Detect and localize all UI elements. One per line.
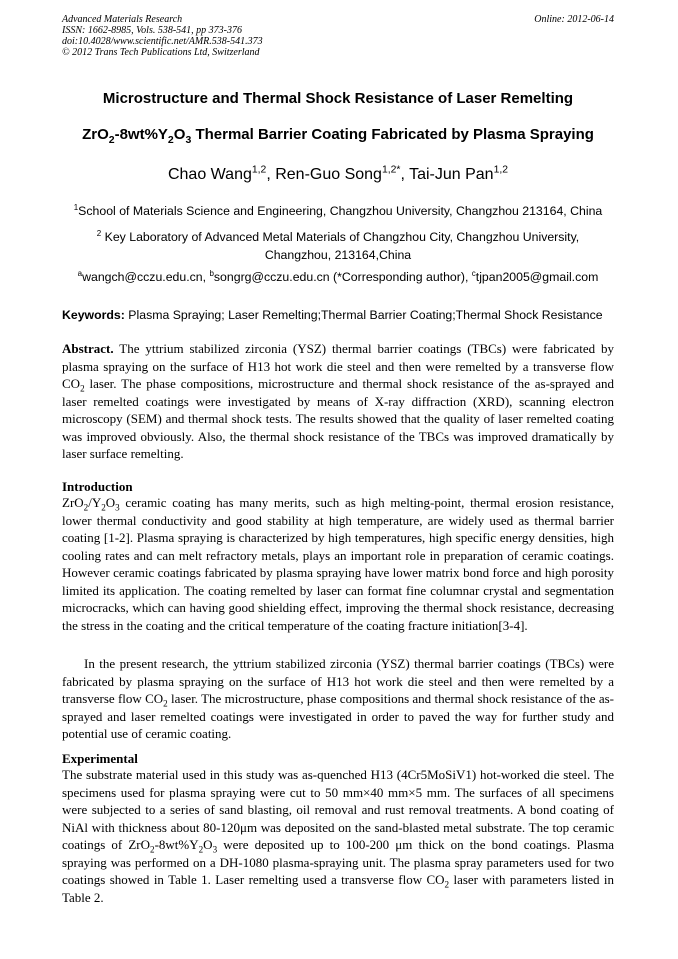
journal-name: Advanced Materials Research [62,14,183,25]
author-name: Ren-Guo Song [275,166,382,183]
paper-title-line1: Microstructure and Thermal Shock Resistance of Laser Remelting [102,90,574,107]
experimental-heading: Experimental [62,751,138,766]
email-link[interactable]: tjpan2005@gmail.com [475,270,599,284]
paper-title-line2: $ZrO_2-8wt\%Y_2O_3$ Thermal Barrier Coating Fabricated by Plasma Spraying [82,126,594,146]
author-name: Chao Wang [167,166,252,183]
email-link[interactable]: wangch@cczu.edu.cn, [82,270,210,284]
experimental-paragraph: The substrate material used in this study was as-quenched H13 (4Cr5MoSiV1) hot-worked die steel. The specimens used for plasma spraying were cut to 50 mm×40 mm×5 mm. The surfaces of all specimens were subjected to a series of sand blasting, oil removal and rust removal treatments. A bond coating of NiAl with thickness about 80-120μm was deposited on the sand-blasted metal substrate. The top ceramic coatings of $ZrO_2-8wt\%Y_2O_3$ were deposited up to 100-200 μm thick on the bond coatings. Plasma spraying was performed on a DH-1080 plasma-spraying unit. The plasma spray parameters used for two coatings showed in Table 1. Laser remelting used a transverse flow $CO_2$ laser with parameters listed in Table 2. [62,767,614,905]
introduction-paragraph-2: In the present research, the yttrium stabilized zirconia (YSZ) thermal barrier coatings (TBCs) were fabricated by plasma spraying on the surface of H13 hot work die steel and then were remelted by a transverse flow $CO_2$ laser. The microstructure, phase compositions and thermal shock resistance of the as-sprayed and laser remelted coatings were investigated in order to paved the way for further study and potential use of ceramic coating. [62,656,614,741]
copyright-line: © 2012 Trans Tech Publications Ltd, Switzerland [62,47,260,58]
journal-header [62,14,614,58]
introduction-heading: Introduction [62,479,133,494]
introduction-paragraph-1: $ZrO_2/Y_2O_3$ ceramic coating has many merits, such as high melting-point, thermal erosion resistance, lower thermal conductivity and good stability at high temperature, are widely used as thermal barrier coating [1-2]. Plasma spraying is characterized by high temperatures, high specific energy densities, high cooling rates and can melt refractory metals, plays an important role in preparation of ceramic coatings. However ceramic coatings fabricated by plasma spraying have lower matrix bond force and high porosity limited its application. The coating remelted by laser can format fine columnar crystal and segmentation microcracks, which can having good shielding effect, improving the thermal shock resistance, decreasing the stress in the coating and the critical temperature of the coating fracture initiation[3-4]. [62,495,614,633]
abstract: Abstract. The yttrium stabilized zirconia (YSZ) thermal barrier coatings (TBCs) were fabricated by plasma spraying on the surface of H13 hot work die steel and then were remelted by a transverse flow $CO_2$ laser. The phase compositions, microstructure and thermal shock resistance of the as-sprayed and laser remelted coatings were investigated by means of X-ray diffraction (XRD), scanning electron microscopy (SEM) and thermal shock tests. The results showed that the quality of laser remelted coating was improved obviously. Also, the thermal shock resistance of the TBCs was improved dramatically by laser surface remelting. [62,341,614,461]
author-emails: $^a$wangch@cczu.edu.cn, $^b$songrg@cczu.edu.cn (*Corresponding author), $^c$tjpan2005@gmail.com [77,268,599,284]
email-link[interactable]: songrg@cczu.edu.cn (*Corresponding author), [213,270,472,284]
abstract-label: Abstract. [62,341,114,356]
issn-line: ISSN: 1662-8985, Vols. 538-541, pp 373-376 [62,25,242,36]
affiliation-2: $^2$ Key Laboratory of Advanced Metal Materials of Changzhou City, Changzhou University, Changzhou, 213164,China [96,228,580,262]
keywords: Keywords: Plasma Spraying; Laser Remelting;Thermal Barrier Coating;Thermal Shock Resistance [62,308,603,322]
doi-line: doi:10.4028/www.scientific.net/AMR.538-541.373 [62,36,263,47]
online-date: Online: 2012-06-14 [534,14,614,25]
author-list: Chao Wang$^{1,2}$, Ren-Guo Song$^{1,2*}$, Tai-Jun Pan$^{1,2}$ [167,164,509,183]
author-name: Tai-Jun Pan [409,166,494,183]
affiliation-1: $^1$School of Materials Science and Engineering, Changzhou University, Changzhou 213164, China [73,202,603,218]
